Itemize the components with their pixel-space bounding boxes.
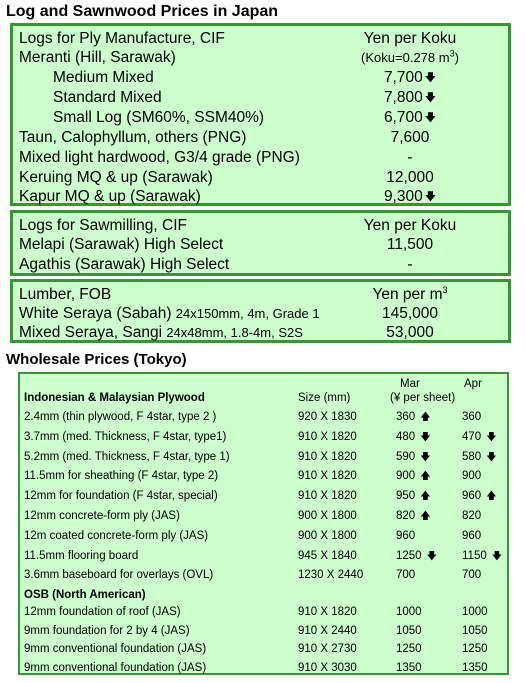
mar-value: 960 xyxy=(396,529,416,542)
col-size: Size (mm) xyxy=(298,392,351,404)
row-label: Small Log (SM60%, SSM40%) xyxy=(53,109,265,126)
product-name: 12mm for foundation (F 4star, special) xyxy=(24,490,218,503)
down-arrow-icon: 🡇 xyxy=(420,451,431,463)
product-size: 910 X 3030 xyxy=(298,661,357,674)
product-name: 2.4mm (thin plywood, F 4star, type 2 ) xyxy=(24,411,217,423)
sawmilling-logs-box xyxy=(10,210,511,276)
value-text: 6,700 xyxy=(383,109,423,126)
price-row xyxy=(19,168,502,188)
row-label: Logs for Ply Manufacture, CIF xyxy=(19,30,225,47)
product-name: 12m coated concrete-form ply (JAS) xyxy=(24,529,209,542)
mar-value: 590 xyxy=(396,450,416,463)
apr-value: 960 xyxy=(462,490,482,503)
mar-value: 1050 xyxy=(396,624,422,637)
apr-price xyxy=(462,408,508,427)
value-text: 7,800 xyxy=(383,89,423,106)
apr-value: 1250 xyxy=(462,643,488,655)
mar-value: 1350 xyxy=(396,661,422,674)
koku-note-sup: 3 xyxy=(449,48,455,59)
row-label: Lumber, FOB xyxy=(19,286,112,303)
apr-price xyxy=(462,527,508,546)
product-size: 900 X 1800 xyxy=(298,529,357,542)
down-arrow-icon: 🡇 xyxy=(424,112,437,124)
price-row xyxy=(19,68,502,88)
product-size: 910 X 1820 xyxy=(298,490,357,503)
down-arrow-icon: 🡇 xyxy=(424,72,437,84)
apr-value: 580 xyxy=(462,450,482,463)
koku-note-text: (Koku=0.278 m xyxy=(361,50,450,65)
apr-value: 820 xyxy=(462,510,482,522)
lumber-box xyxy=(10,279,511,343)
row-label: Logs for Sawmilling, CIF xyxy=(19,217,187,234)
row-value xyxy=(319,187,501,207)
up-arrow-icon: 🡅 xyxy=(420,491,431,503)
table-row xyxy=(24,428,503,447)
row-value: - xyxy=(407,149,413,166)
apr-price xyxy=(462,640,508,659)
product-name: 11.5mm for sheathing (F 4star, type 2) xyxy=(24,470,219,483)
product-size: 945 X 1840 xyxy=(298,549,357,562)
mar-price xyxy=(396,467,446,486)
mar-price xyxy=(396,547,446,566)
up-arrow-icon: 🡅 xyxy=(486,491,497,503)
row-label: Mixed light hardwood, G3/4 grade (PNG) xyxy=(19,149,300,166)
mar-price xyxy=(396,659,446,678)
apr-price xyxy=(462,622,508,641)
row-value: 7,600 xyxy=(390,129,430,146)
row-label: Melapi (Sarawak) High Select xyxy=(19,236,224,253)
apr-value: 1050 xyxy=(462,624,488,637)
product-size: 910 X 1820 xyxy=(298,470,357,483)
apr-value: 470 xyxy=(462,430,482,443)
apr-value: 700 xyxy=(462,569,482,582)
table-row xyxy=(24,487,503,506)
mar-price xyxy=(396,603,446,622)
mar-value: 1000 xyxy=(396,606,422,618)
mar-price xyxy=(396,527,446,546)
down-arrow-icon: 🡇 xyxy=(424,92,437,104)
mar-price xyxy=(396,507,446,526)
product-size: 1230 X 2440 xyxy=(298,569,364,582)
table-row xyxy=(24,448,503,467)
mar-price xyxy=(396,487,446,506)
mar-price xyxy=(396,566,446,585)
row-value: Yen per Koku xyxy=(363,30,457,47)
apr-price xyxy=(462,566,508,585)
product-name: 9mm conventional foundation (JAS) xyxy=(24,661,207,674)
row-label: Taun, Calophyllum, others (PNG) xyxy=(19,129,247,146)
table-row xyxy=(24,622,503,641)
page-title: Log and Sawnwood Prices in Japan xyxy=(6,3,279,20)
product-name: 11.5mm flooring board xyxy=(24,549,139,562)
price-row xyxy=(19,108,502,128)
product-size: 910 X 2730 xyxy=(298,643,357,655)
mar-price xyxy=(396,622,446,641)
down-arrow-icon: 🡇 xyxy=(426,550,437,562)
table-row xyxy=(24,640,503,659)
price-row xyxy=(19,285,502,305)
mar-value: 700 xyxy=(396,569,416,582)
price-row xyxy=(19,88,502,108)
row-label xyxy=(19,304,320,324)
product-size: 910 X 2440 xyxy=(298,624,357,637)
product-name: 3.7mm (med. Thickness, F 4star, type1) xyxy=(24,430,227,443)
row-value: 11,500 xyxy=(386,236,434,253)
apr-price xyxy=(462,507,508,526)
table-row xyxy=(24,659,503,678)
product-size: 910 X 1820 xyxy=(298,606,357,618)
product-size: 910 X 1820 xyxy=(298,450,357,463)
mar-value: 1250 xyxy=(396,549,422,562)
group-header-label: OSB (North American) xyxy=(24,589,146,601)
apr-price xyxy=(462,467,508,486)
down-arrow-icon: 🡇 xyxy=(486,431,497,443)
product-name: 9mm conventional foundation (JAS) xyxy=(24,643,207,655)
product-name: 5.2mm (med. Thickness, F 4star, type 1) xyxy=(24,450,230,463)
label-main: Mixed Seraya, Sangi xyxy=(19,324,167,341)
ply-logs-box xyxy=(10,23,511,206)
price-row xyxy=(19,187,502,207)
product-size: 900 X 1800 xyxy=(298,510,357,522)
up-arrow-icon: 🡅 xyxy=(420,471,431,483)
row-value xyxy=(319,68,501,88)
mar-value: 900 xyxy=(396,470,416,483)
mar-value: 360 xyxy=(396,411,416,423)
price-row xyxy=(19,128,502,148)
row-label: Kapur MQ & up (Sarawak) xyxy=(19,188,201,205)
group-header: Indonesian & Malaysian Plywood xyxy=(24,392,205,404)
unit-text: Yen per m xyxy=(372,286,443,303)
row-value: 53,000 xyxy=(386,324,434,341)
up-arrow-icon: 🡅 xyxy=(420,511,431,522)
apr-price xyxy=(462,547,508,566)
down-arrow-icon: 🡇 xyxy=(491,550,503,562)
wholesale-table xyxy=(18,372,509,675)
mar-price xyxy=(396,408,446,427)
apr-price xyxy=(462,487,508,506)
wholesale-title: Wholesale Prices (Tokyo) xyxy=(6,351,187,368)
table-row xyxy=(24,408,503,427)
price-row xyxy=(19,148,502,168)
apr-price xyxy=(462,448,508,467)
label-main: White Seraya (Sabah) xyxy=(19,305,176,322)
row-label: Standard Mixed xyxy=(53,89,162,106)
row-label: Keruing MQ & up (Sarawak) xyxy=(19,169,213,186)
price-row xyxy=(19,216,502,236)
apr-value: 960 xyxy=(462,529,482,542)
mar-price xyxy=(396,428,446,447)
row-value xyxy=(319,108,501,128)
row-label: Medium Mixed xyxy=(53,69,154,86)
col-apr: Apr xyxy=(464,378,482,390)
mar-value: 950 xyxy=(396,490,416,503)
price-row xyxy=(19,304,502,324)
product-size: 920 X 1830 xyxy=(298,411,357,423)
table-row xyxy=(24,547,503,566)
row-value: Yen per Koku xyxy=(363,217,457,234)
product-name: 12mm foundation of roof (JAS) xyxy=(24,606,181,618)
price-row xyxy=(19,29,502,49)
row-value: 12,000 xyxy=(386,169,434,186)
col-mar: Mar xyxy=(400,378,420,390)
table-row xyxy=(24,527,503,546)
price-row xyxy=(19,235,502,255)
down-arrow-icon: 🡇 xyxy=(424,191,437,203)
product-name: 12mm concrete-form ply (JAS) xyxy=(24,510,180,522)
table-row xyxy=(24,467,503,486)
row-label: Agathis (Sarawak) High Select xyxy=(19,256,230,273)
table-row xyxy=(24,507,503,526)
apr-value: 900 xyxy=(462,470,482,483)
row-label: Meranti (Hill, Sarawak) xyxy=(19,49,176,66)
row-value xyxy=(319,285,501,305)
apr-value: 1000 xyxy=(462,606,488,618)
price-row xyxy=(19,323,502,343)
down-arrow-icon: 🡇 xyxy=(420,431,431,443)
label-spec: 24x150mm, 4m, Grade 1 xyxy=(175,306,320,321)
down-arrow-icon: 🡇 xyxy=(486,451,497,463)
table-row xyxy=(24,603,503,622)
apr-value: 360 xyxy=(462,411,482,423)
mar-value: 1250 xyxy=(396,643,422,655)
mar-price xyxy=(396,640,446,659)
product-size: 910 X 1820 xyxy=(298,430,357,443)
unit-sup: 3 xyxy=(442,284,448,295)
col-unit: (¥ per sheet) xyxy=(390,392,456,404)
mar-value: 480 xyxy=(396,430,416,443)
table-row xyxy=(24,566,503,585)
row-label xyxy=(19,323,303,343)
apr-value: 1350 xyxy=(462,661,488,674)
apr-price xyxy=(462,659,508,678)
price-row xyxy=(19,48,502,68)
koku-note-tail: ) xyxy=(454,50,459,65)
apr-value: 1150 xyxy=(462,549,487,562)
row-value: 145,000 xyxy=(381,305,439,322)
mar-value: 820 xyxy=(396,510,416,522)
apr-price xyxy=(462,603,508,622)
value-text: 7,700 xyxy=(383,69,423,86)
product-name: 9mm foundation for 2 by 4 (JAS) xyxy=(24,624,190,637)
up-arrow-icon: 🡅 xyxy=(420,412,431,423)
apr-price xyxy=(462,428,508,447)
table-header xyxy=(24,389,503,408)
price-row xyxy=(19,255,502,275)
koku-note xyxy=(319,48,501,68)
mar-price xyxy=(396,448,446,467)
value-text: 9,300 xyxy=(383,188,423,205)
product-name: 3.6mm baseboard for overlays (OVL) xyxy=(24,569,214,582)
label-spec: 24x48mm, 1.8-4m, S2S xyxy=(166,325,303,340)
row-value: - xyxy=(407,256,413,273)
row-value xyxy=(319,88,501,108)
